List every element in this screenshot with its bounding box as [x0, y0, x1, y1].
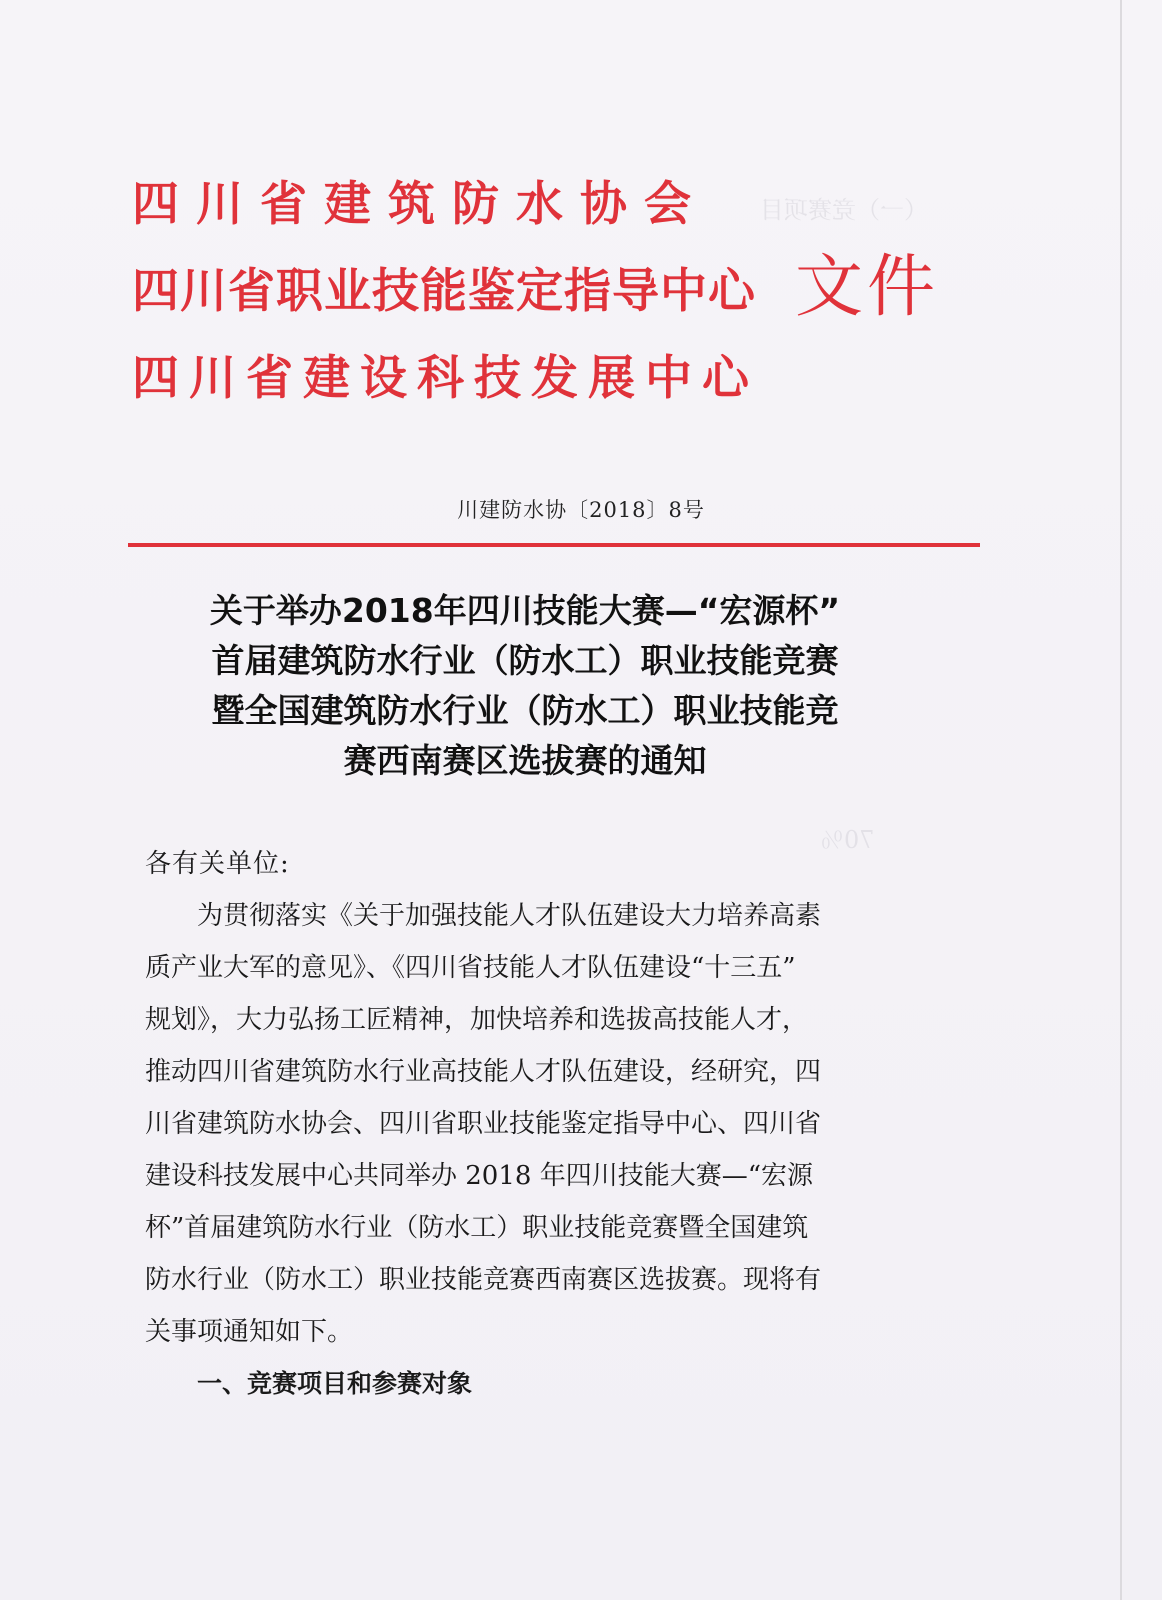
notice-title [145, 586, 905, 786]
title-line: 暨全国建筑防水行业（防水工）职业技能竞 [211, 691, 839, 730]
paragraph-line: 推动四川省建筑防水行业高技能人才队伍建设，经研究，四 [145, 1057, 822, 1087]
red-divider [128, 543, 980, 547]
paragraph-line: 防水行业（防水工）职业技能竞赛西南赛区选拔赛。现将有 [145, 1265, 822, 1295]
issuer-name: 四川省职业技能鉴定指导中心 [132, 264, 756, 319]
notice-body [145, 838, 915, 1410]
show-through-text: 70％ [820, 826, 875, 854]
issuer-block [132, 178, 812, 439]
paragraph-line: 质产业大军的意见》、《四川省技能人才队伍建设“十三五” [145, 953, 796, 983]
document-type-label: 文件 [795, 248, 940, 327]
paragraph-line: 川省建筑防水协会、四川省职业技能鉴定指导中心、四川省 [145, 1109, 822, 1139]
paragraph-line: 建设科技发展中心共同举办 2018 年四川技能大赛—“宏源 [145, 1161, 813, 1191]
paragraph-line: 关事项通知如下。 [145, 1317, 354, 1347]
page-edge [1120, 0, 1122, 1600]
salutation: 各有关单位: [145, 849, 290, 879]
title-line: 关于举办2018年四川技能大赛—“宏源杯” [209, 591, 841, 630]
paragraph-line: 为贯彻落实《关于加强技能人才队伍建设大力培养高素 [197, 901, 822, 931]
issuer-name: 四川省建设科技发展中心 [132, 351, 759, 406]
paragraph-line: 杯”首届建筑防水行业（防水工）职业技能竞赛暨全国建筑 [145, 1213, 809, 1243]
paragraph-line: 规划》，大力弘扬工匠精神，加快培养和选拔高技能人才， [145, 1005, 809, 1035]
issuer-name: 四川省建筑防水协会 [132, 177, 708, 232]
title-line: 赛西南赛区选拔赛的通知 [343, 741, 707, 780]
section-heading: 一、竞赛项目和参赛对象 [197, 1369, 473, 1398]
document-number: 川建防水协〔2018〕8号 [457, 498, 705, 522]
title-line: 首届建筑防水行业（防水工）职业技能竞赛 [211, 641, 839, 680]
show-through-text: （一）竞赛项目 [760, 196, 928, 224]
